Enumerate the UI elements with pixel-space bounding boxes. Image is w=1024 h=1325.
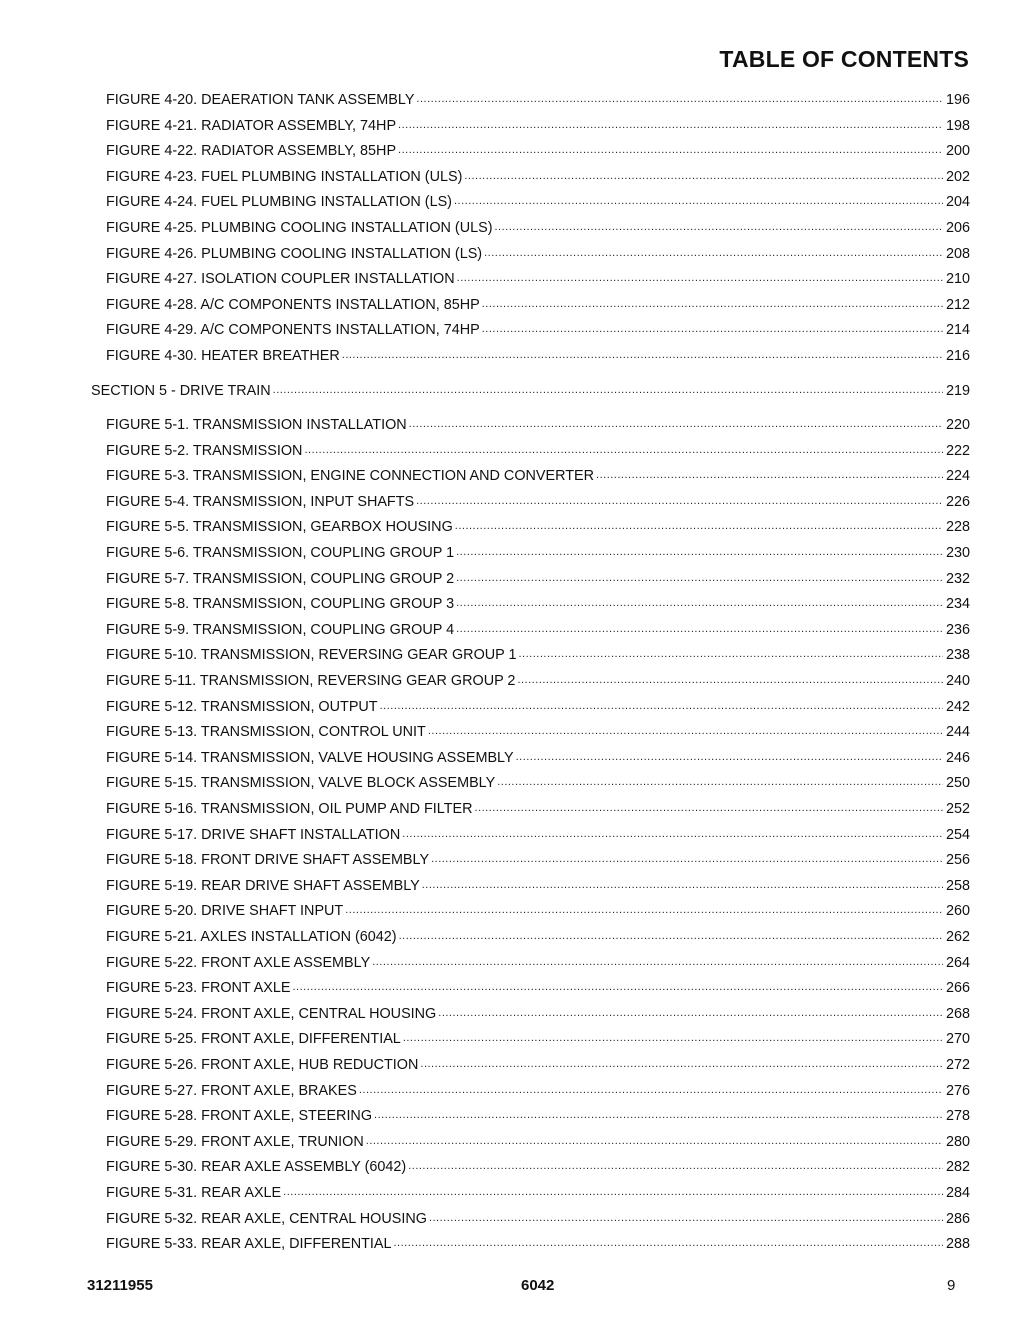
toc-entry-label: FIGURE 5-9. TRANSMISSION, COUPLING GROUP 4 bbox=[106, 621, 455, 638]
toc-entry-page: 278 bbox=[945, 1108, 970, 1125]
dot-leader bbox=[596, 466, 943, 484]
toc-entry-page: 258 bbox=[945, 877, 970, 894]
toc-entry-page: 256 bbox=[945, 852, 970, 869]
toc-entry[interactable] bbox=[106, 646, 970, 665]
toc-entry-page: 196 bbox=[945, 92, 970, 108]
toc-entry-label: FIGURE 5-30. REAR AXLE ASSEMBLY (6042) bbox=[106, 1159, 407, 1176]
toc-entry[interactable] bbox=[106, 877, 970, 896]
toc-entry-page: 204 bbox=[945, 194, 970, 211]
dot-leader bbox=[422, 876, 943, 894]
toc-entry[interactable] bbox=[106, 1107, 970, 1126]
dot-leader bbox=[519, 645, 943, 663]
toc-entry[interactable] bbox=[106, 621, 970, 640]
toc-entry[interactable] bbox=[106, 493, 970, 512]
toc-entry[interactable] bbox=[106, 321, 970, 340]
toc-entry[interactable] bbox=[106, 1158, 970, 1177]
toc-entry-label: FIGURE 5-3. TRANSMISSION, ENGINE CONNECTION AND CONVERTER bbox=[106, 468, 595, 485]
toc-entry-page: 230 bbox=[945, 545, 970, 561]
toc-entry-label: FIGURE 5-15. TRANSMISSION, VALVE BLOCK ASSEMBLY bbox=[106, 775, 496, 792]
dot-leader bbox=[374, 1106, 943, 1124]
toc-entry-label: FIGURE 5-22. FRONT AXLE ASSEMBLY bbox=[106, 954, 371, 971]
toc-entry-label: FIGURE 5-1. TRANSMISSION INSTALLATION bbox=[106, 417, 407, 433]
toc-entry-label: FIGURE 5-19. REAR DRIVE SHAFT ASSEMBLY bbox=[106, 877, 420, 894]
toc-entry-label: FIGURE 5-8. TRANSMISSION, COUPLING GROUP 3 bbox=[106, 596, 455, 613]
dot-leader bbox=[372, 953, 943, 971]
toc-entry[interactable] bbox=[106, 245, 970, 264]
toc-section-entry[interactable] bbox=[91, 382, 970, 401]
toc-entry-label: FIGURE 5-5. TRANSMISSION, GEARBOX HOUSING bbox=[106, 519, 453, 536]
dot-leader bbox=[495, 218, 943, 236]
toc-entry-label: SECTION 5 - DRIVE TRAIN bbox=[91, 383, 271, 399]
toc-entry[interactable] bbox=[106, 1133, 970, 1152]
dot-leader bbox=[456, 543, 943, 561]
toc-entry-label: FIGURE 5-29. FRONT AXLE, TRUNION bbox=[106, 1133, 364, 1150]
dot-leader bbox=[482, 295, 943, 313]
toc-entry-page: 214 bbox=[945, 322, 970, 339]
toc-entry-label: FIGURE 4-23. FUEL PLUMBING INSTALLATION (ULS) bbox=[106, 168, 463, 185]
toc-entry[interactable] bbox=[106, 723, 970, 742]
dot-leader bbox=[408, 1157, 943, 1175]
toc-entry[interactable] bbox=[106, 347, 970, 366]
dot-leader bbox=[456, 569, 943, 587]
dot-leader bbox=[431, 850, 943, 868]
toc-entry-page: 260 bbox=[945, 903, 970, 920]
toc-entry-label: FIGURE 5-6. TRANSMISSION, COUPLING GROUP 1 bbox=[106, 545, 455, 561]
toc-entry-page: 240 bbox=[945, 673, 970, 689]
toc-entry-label: FIGURE 5-4. TRANSMISSION, INPUT SHAFTS bbox=[106, 493, 415, 510]
toc-entry-label: FIGURE 5-26. FRONT AXLE, HUB REDUCTION bbox=[106, 1057, 419, 1073]
toc-entry-page: 226 bbox=[945, 493, 970, 510]
dot-leader bbox=[475, 799, 943, 817]
dot-leader bbox=[482, 320, 943, 338]
toc-entry[interactable] bbox=[106, 91, 970, 110]
dot-leader bbox=[409, 415, 943, 433]
toc-entry-page: 272 bbox=[945, 1057, 970, 1073]
dot-leader bbox=[429, 1209, 943, 1227]
dot-leader bbox=[516, 748, 943, 766]
toc-entry[interactable] bbox=[106, 826, 970, 845]
toc-entry[interactable] bbox=[106, 296, 970, 315]
toc-entry-label: FIGURE 5-23. FRONT AXLE bbox=[106, 980, 291, 997]
dot-leader bbox=[394, 1234, 943, 1252]
toc-entry-page: 222 bbox=[945, 442, 970, 459]
toc-entry-label: FIGURE 5-14. TRANSMISSION, VALVE HOUSING ASSEMBLY bbox=[106, 749, 514, 766]
toc-entry-page: 244 bbox=[945, 724, 970, 741]
toc-entry[interactable] bbox=[106, 1235, 970, 1254]
dot-leader bbox=[457, 269, 943, 287]
toc-entry-label: FIGURE 5-17. DRIVE SHAFT INSTALLATION bbox=[106, 826, 401, 843]
toc-entry[interactable] bbox=[106, 1184, 970, 1203]
toc-entry-page: 234 bbox=[945, 596, 970, 613]
toc-entry-page: 238 bbox=[945, 647, 970, 664]
toc-entry[interactable] bbox=[106, 117, 970, 136]
toc-entry-label: FIGURE 5-20. DRIVE SHAFT INPUT bbox=[106, 903, 344, 920]
toc-entry-label: FIGURE 5-33. REAR AXLE, DIFFERENTIAL bbox=[106, 1236, 392, 1253]
toc-entry-page: 236 bbox=[945, 621, 970, 638]
toc-entry[interactable] bbox=[106, 168, 970, 187]
toc-entry-page: 232 bbox=[945, 570, 970, 587]
toc-entry-label: FIGURE 5-18. FRONT DRIVE SHAFT ASSEMBLY bbox=[106, 852, 430, 869]
toc-entry-page: 220 bbox=[945, 417, 970, 433]
toc-entry-page: 242 bbox=[945, 698, 970, 715]
toc-entry-page: 286 bbox=[945, 1210, 970, 1227]
toc-entry-label: FIGURE 4-25. PLUMBING COOLING INSTALLATION (ULS) bbox=[106, 220, 493, 236]
toc-entry[interactable] bbox=[106, 1056, 970, 1075]
toc-entry[interactable] bbox=[106, 219, 970, 238]
toc-entry-page: 280 bbox=[945, 1133, 970, 1150]
toc-entry-label: FIGURE 4-22. RADIATOR ASSEMBLY, 85HP bbox=[106, 143, 397, 160]
dot-leader bbox=[497, 773, 943, 791]
toc-entry-label: FIGURE 4-30. HEATER BREATHER bbox=[106, 348, 340, 364]
toc-entry-label: FIGURE 4-29. A/C COMPONENTS INSTALLATION, 74HP bbox=[106, 322, 480, 339]
dot-leader bbox=[455, 517, 943, 535]
dot-leader bbox=[420, 1055, 943, 1073]
toc-entry[interactable] bbox=[106, 570, 970, 589]
toc-entry-label: FIGURE 5-2. TRANSMISSION bbox=[106, 442, 303, 459]
toc-entry-page: 219 bbox=[945, 383, 970, 399]
toc-entry-page: 212 bbox=[945, 296, 970, 313]
dot-leader bbox=[403, 1029, 943, 1047]
toc-entry[interactable] bbox=[106, 928, 970, 947]
toc-entry-page: 250 bbox=[945, 775, 970, 792]
toc-entry[interactable] bbox=[106, 442, 970, 461]
toc-entry-label: FIGURE 5-16. TRANSMISSION, OIL PUMP AND FILTER bbox=[106, 801, 473, 817]
footer-page-number: 9 bbox=[947, 1277, 956, 1294]
dot-leader bbox=[456, 594, 943, 612]
dot-leader bbox=[366, 1132, 943, 1150]
toc-entry-label: FIGURE 4-27. ISOLATION COUPLER INSTALLATION bbox=[106, 271, 455, 288]
dot-leader bbox=[456, 620, 943, 638]
toc-entry-label: FIGURE 5-10. TRANSMISSION, REVERSING GEAR GROUP 1 bbox=[106, 647, 517, 664]
toc-entry-label: FIGURE 5-21. AXLES INSTALLATION (6042) bbox=[106, 929, 397, 945]
toc-entry-label: FIGURE 5-24. FRONT AXLE, CENTRAL HOUSING bbox=[106, 1005, 437, 1022]
toc-entry-page: 228 bbox=[945, 519, 970, 536]
dot-leader bbox=[398, 141, 943, 159]
toc-entry-page: 210 bbox=[945, 271, 970, 288]
toc-entry-label: FIGURE 5-7. TRANSMISSION, COUPLING GROUP 2 bbox=[106, 570, 455, 587]
toc-entry-page: 264 bbox=[945, 954, 970, 971]
dot-leader bbox=[454, 192, 943, 210]
toc-entry[interactable] bbox=[106, 902, 970, 921]
dot-leader bbox=[416, 492, 943, 510]
toc-entry[interactable] bbox=[106, 142, 970, 161]
footer-model: 6042 bbox=[521, 1277, 555, 1294]
dot-leader bbox=[398, 116, 943, 134]
toc-entry[interactable] bbox=[106, 954, 970, 973]
toc-entry[interactable] bbox=[106, 595, 970, 614]
toc-entry[interactable] bbox=[106, 544, 970, 563]
dot-leader bbox=[416, 90, 943, 108]
toc-entry[interactable] bbox=[106, 1082, 970, 1101]
toc-entry[interactable] bbox=[106, 672, 970, 691]
toc-entry-label: FIGURE 4-24. FUEL PLUMBING INSTALLATION (LS) bbox=[106, 194, 452, 211]
toc-entry-page: 282 bbox=[945, 1159, 970, 1176]
toc-entry-page: 208 bbox=[945, 245, 970, 262]
toc-entry-label: FIGURE 5-32. REAR AXLE, CENTRAL HOUSING bbox=[106, 1210, 427, 1227]
toc-entry-page: 276 bbox=[945, 1082, 970, 1099]
toc-entry-page: 200 bbox=[945, 143, 970, 160]
toc-entry[interactable] bbox=[106, 979, 970, 998]
toc-entry-label: FIGURE 4-20. DEAERATION TANK ASSEMBLY bbox=[106, 92, 415, 108]
toc-entry[interactable] bbox=[106, 1210, 970, 1229]
toc-entry-page: 284 bbox=[945, 1185, 970, 1201]
toc-entry[interactable] bbox=[106, 1005, 970, 1024]
footer-part-number: 31211955 bbox=[87, 1277, 153, 1294]
toc-entry-page: 202 bbox=[945, 168, 970, 185]
toc-entry-page: 224 bbox=[945, 468, 970, 485]
toc-entry-label: FIGURE 5-25. FRONT AXLE, DIFFERENTIAL bbox=[106, 1031, 401, 1048]
toc-entry-page: 268 bbox=[945, 1005, 970, 1022]
dot-leader bbox=[484, 244, 943, 262]
toc-entry-page: 206 bbox=[945, 220, 970, 236]
toc-entry[interactable] bbox=[106, 270, 970, 289]
toc-entry-label: FIGURE 5-12. TRANSMISSION, OUTPUT bbox=[106, 698, 378, 715]
toc-entry-label: FIGURE 5-11. TRANSMISSION, REVERSING GEAR GROUP 2 bbox=[106, 673, 516, 689]
toc-entry[interactable] bbox=[106, 698, 970, 717]
toc-entry-label: FIGURE 5-27. FRONT AXLE, BRAKES bbox=[106, 1082, 357, 1099]
dot-leader bbox=[345, 901, 943, 919]
dot-leader bbox=[283, 1183, 943, 1201]
toc-entry[interactable] bbox=[106, 1030, 970, 1049]
toc-entry-label: FIGURE 5-28. FRONT AXLE, STEERING bbox=[106, 1108, 373, 1125]
toc-entry-label: FIGURE 5-13. TRANSMISSION, CONTROL UNIT bbox=[106, 724, 426, 741]
page-title: TABLE OF CONTENTS bbox=[719, 46, 969, 72]
dot-leader bbox=[342, 346, 943, 364]
toc-entry-page: 288 bbox=[945, 1236, 970, 1253]
dot-leader bbox=[517, 671, 943, 689]
dot-leader bbox=[292, 978, 943, 996]
toc-entry-page: 246 bbox=[945, 749, 970, 766]
toc-entry-label: FIGURE 4-28. A/C COMPONENTS INSTALLATION, 85HP bbox=[106, 296, 480, 313]
dot-leader bbox=[402, 825, 943, 843]
toc-entry-page: 262 bbox=[945, 929, 970, 945]
toc-entry-label: FIGURE 5-31. REAR AXLE bbox=[106, 1185, 282, 1201]
toc-entry-label: FIGURE 4-21. RADIATOR ASSEMBLY, 74HP bbox=[106, 117, 397, 134]
toc-entry[interactable] bbox=[106, 851, 970, 870]
dot-leader bbox=[304, 441, 943, 459]
dot-leader bbox=[399, 927, 943, 945]
toc-entry-page: 254 bbox=[945, 826, 970, 843]
toc-entry[interactable] bbox=[106, 416, 970, 435]
dot-leader bbox=[273, 381, 943, 399]
dot-leader bbox=[380, 697, 943, 715]
toc-entry[interactable] bbox=[106, 774, 970, 793]
toc-entry-page: 266 bbox=[945, 980, 970, 997]
toc-entry-page: 252 bbox=[945, 801, 970, 817]
toc-entry[interactable] bbox=[106, 749, 970, 768]
dot-leader bbox=[359, 1081, 943, 1099]
toc-entry-label: FIGURE 4-26. PLUMBING COOLING INSTALLATION (LS) bbox=[106, 245, 483, 262]
toc-entry[interactable] bbox=[106, 193, 970, 212]
toc-entry[interactable] bbox=[106, 800, 970, 819]
toc-entry[interactable] bbox=[106, 518, 970, 537]
dot-leader bbox=[464, 167, 943, 185]
toc-entry-page: 270 bbox=[945, 1031, 970, 1048]
toc-entry[interactable] bbox=[106, 467, 970, 486]
dot-leader bbox=[428, 722, 943, 740]
toc-entry-page: 198 bbox=[945, 117, 970, 134]
toc-entry-page: 216 bbox=[945, 348, 970, 364]
dot-leader bbox=[438, 1004, 943, 1022]
